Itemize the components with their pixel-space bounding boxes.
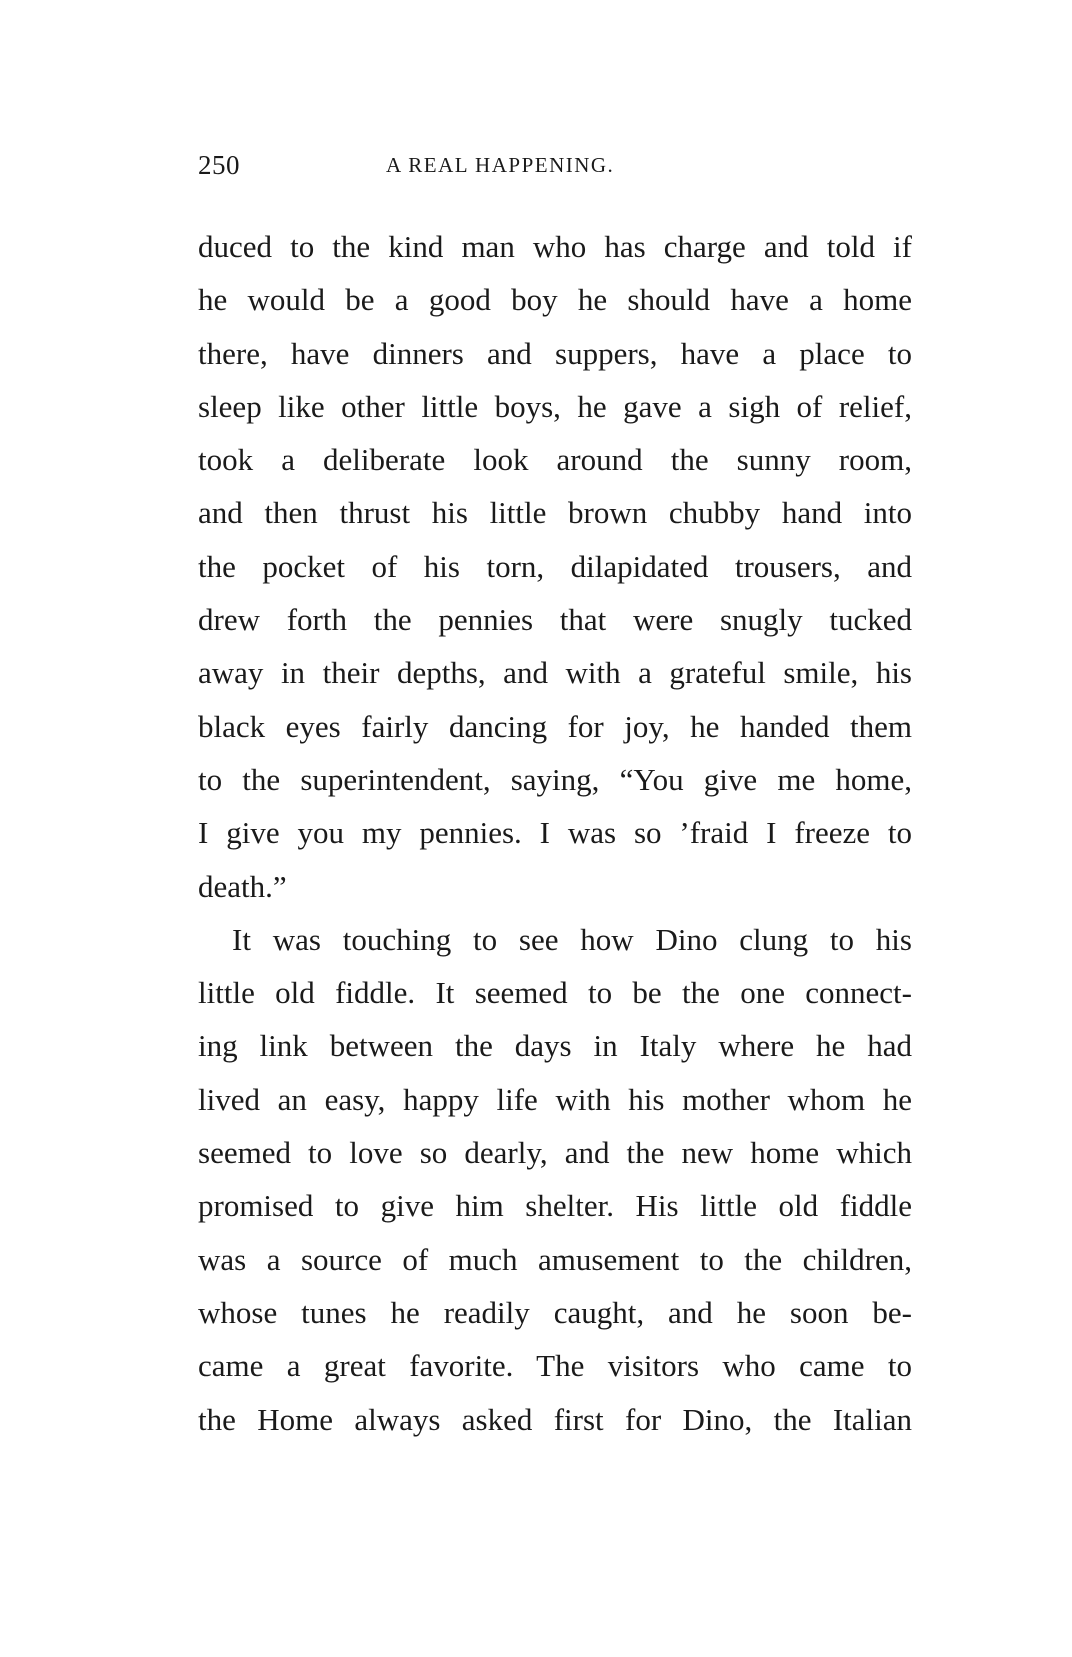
page-number: 250 xyxy=(198,150,240,180)
paragraph-2 xyxy=(198,913,912,1446)
text-line: to the superintendent, saying, “You give me home, xyxy=(198,761,912,797)
text-line: sleep like other little boys, he gave a sigh of relief, xyxy=(198,388,912,424)
body-text xyxy=(198,220,912,1446)
text-line: and then thrust his little brown chubby hand into xyxy=(198,495,912,531)
text-line: the Home always asked first for Dino, the Italian xyxy=(198,1401,912,1437)
text-line: the pocket of his torn, dilapidated trousers, and xyxy=(198,548,912,584)
text-line: It was touching to see how Dino clung to his xyxy=(232,921,912,957)
text-line: whose tunes he readily caught, and he soon be- xyxy=(198,1294,912,1330)
text-line: was a source of much amusement to the children, xyxy=(198,1241,912,1277)
text-line: duced to the kind man who has charge and told if xyxy=(198,229,912,264)
text-line: there, have dinners and suppers, have a place to xyxy=(198,335,912,371)
text-line: death.” xyxy=(198,868,287,904)
text-line: little old fiddle. It seemed to be the one connect- xyxy=(198,975,912,1011)
text-line: away in their depths, and with a grateful smile, his xyxy=(198,655,912,691)
text-line: came a great favorite. The visitors who came to xyxy=(198,1348,912,1384)
text-line: drew forth the pennies that were snugly tucked xyxy=(198,602,912,638)
running-title: A REAL HAPPENING. xyxy=(386,153,615,177)
text-line: lived an easy, happy life with his mother whom he xyxy=(198,1081,912,1117)
text-line: ing link between the days in Italy where he had xyxy=(198,1028,912,1064)
text-line: promised to give him shelter. His little old fiddle xyxy=(198,1188,912,1224)
running-head xyxy=(198,150,918,190)
paragraph-1 xyxy=(198,220,912,913)
text-line: I give you my pennies. I was so ’fraid I freeze to xyxy=(198,815,912,851)
text-line: he would be a good boy he should have a home xyxy=(198,282,912,318)
text-line: seemed to love so dearly, and the new home which xyxy=(198,1135,912,1171)
text-line: black eyes fairly dancing for joy, he handed them xyxy=(198,708,912,744)
text-line: took a deliberate look around the sunny room, xyxy=(198,442,912,478)
